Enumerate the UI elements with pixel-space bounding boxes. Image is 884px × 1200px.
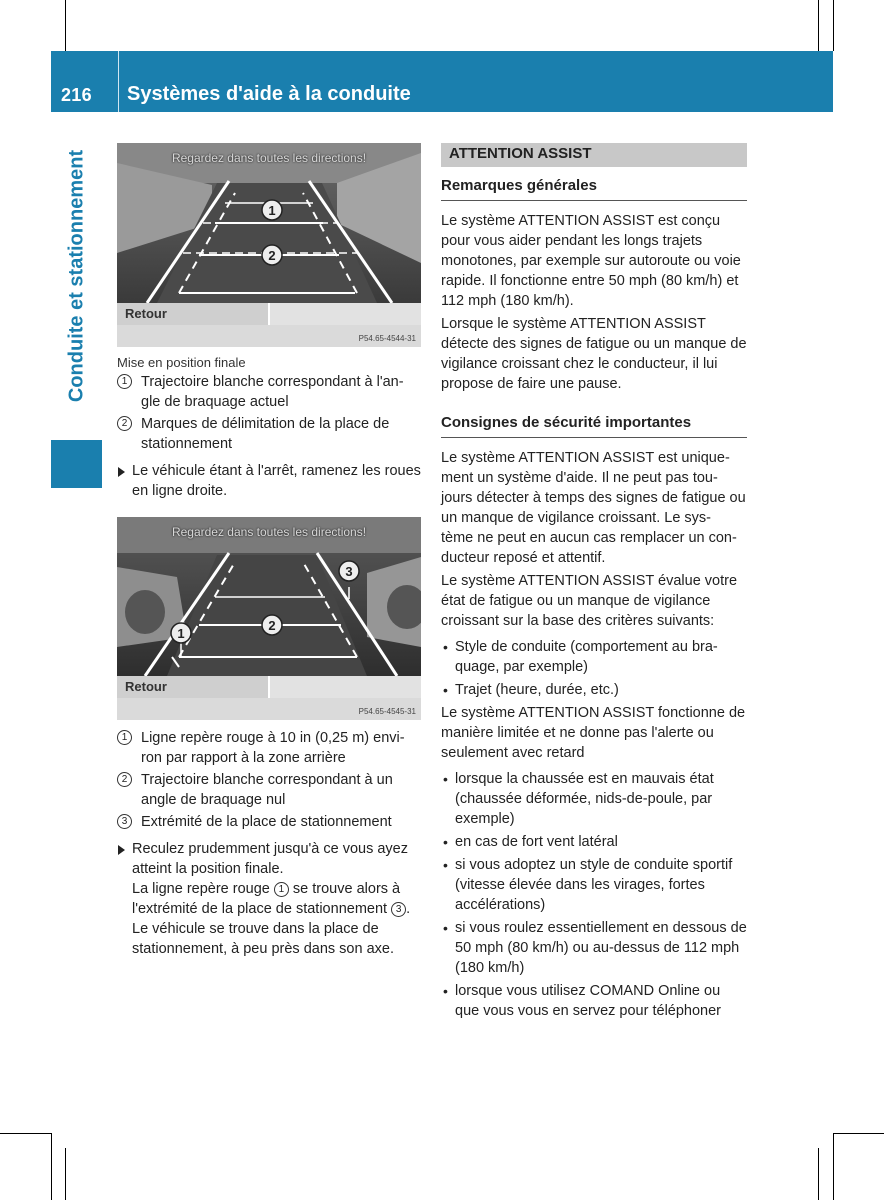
- legend-number: 1: [117, 730, 132, 745]
- step-text: Le véhicule étant à l'arrêt, ramenez les roues en ligne droite.: [132, 463, 421, 499]
- retour-button: Retour: [117, 303, 270, 325]
- figure-marker: 2: [268, 618, 276, 633]
- crop-mark: [65, 0, 66, 51]
- list-item-text: en cas de fort vent latéral: [455, 834, 618, 850]
- paragraph: Le système ATTENTION ASSIST est conçu pour vous aider pendant les longs trajets monotones, par exemple sur autoroute ou voie rapide. Il fonctionne entre 50 mph (80 km/h) et 112 mph (180 km/h).: [441, 213, 741, 309]
- figure-marker: 1: [268, 203, 276, 218]
- crop-mark: [833, 1133, 884, 1134]
- inline-number: 3: [391, 902, 406, 917]
- legend-item: [117, 770, 423, 810]
- camera-warning: Regardez dans toutes les directions!: [171, 151, 367, 165]
- bullet-icon: •: [443, 857, 448, 873]
- crop-mark: [833, 0, 834, 51]
- list-item-text: si vous adoptez un style de conduite sportif (vitesse élevée dans les virages, fortes accélérations): [455, 857, 733, 913]
- section-title: ATTENTION ASSIST: [441, 143, 747, 167]
- camera-image: [117, 517, 421, 676]
- subsection-heading: Remarques générales: [441, 177, 747, 201]
- bullet-icon: •: [443, 920, 448, 936]
- camera-view: [117, 517, 421, 676]
- inline-number: 1: [274, 882, 289, 897]
- right-column: [441, 143, 747, 1021]
- bullet-icon: •: [443, 834, 448, 850]
- legend-item: [117, 728, 423, 768]
- step-detail-text: La ligne repère rouge: [132, 881, 270, 897]
- page-title: Systèmes d'aide à la conduite: [127, 83, 411, 105]
- legend-text: Extrémité de la place de stationnement: [141, 814, 392, 830]
- instruction-step: [117, 461, 423, 501]
- crop-mark: [818, 1148, 819, 1200]
- list-item: [441, 680, 747, 700]
- legend-item: [117, 414, 423, 454]
- legend-number: 2: [117, 772, 132, 787]
- crop-mark: [833, 1133, 834, 1200]
- crop-mark: [0, 1133, 51, 1134]
- list-item-text: si vous roulez essentiellement en dessous de 50 mph (80 km/h) ou au-dessus de 112 mph (180 km/h): [455, 920, 747, 976]
- camera-view: [117, 143, 421, 303]
- camera-figure-1: [117, 143, 421, 347]
- camera-figure-2: [117, 517, 421, 720]
- subsection-heading: Consignes de sécurité importantes: [441, 414, 747, 438]
- step-arrow-icon: [118, 845, 125, 855]
- step-arrow-icon: [118, 467, 125, 477]
- step-detail: [132, 879, 423, 959]
- list-item-text: lorsque vous utilisez COMAND Online ou que vous vous en servez pour téléphoner: [455, 983, 722, 1019]
- legend-item: [117, 372, 423, 412]
- bullet-icon: •: [443, 771, 448, 787]
- page-number: 216: [61, 85, 92, 105]
- legend-text: Trajectoire blanche correspondant à l'an- gle de braquage actuel: [141, 374, 404, 410]
- page-header: [51, 51, 833, 112]
- legend-number: 2: [117, 416, 132, 431]
- side-tab-marker: [51, 440, 102, 488]
- paragraph: Le système ATTENTION ASSIST évalue votre état de fatigue ou un manque de vigilance croissant sur la base des critères suivants:: [441, 573, 738, 629]
- figure-caption: Mise en position finale: [117, 355, 246, 370]
- legend-text: Trajectoire blanche correspondant à un angle de braquage nul: [141, 772, 393, 808]
- list-item-text: Trajet (heure, durée, etc.): [455, 682, 619, 698]
- step-text: Reculez prudemment jusqu'à ce vous ayez atteint la position finale.: [132, 841, 408, 877]
- figure-marker: 3: [345, 564, 353, 579]
- paragraph: Le système ATTENTION ASSIST est unique- ment un système d'aide. Il ne peut pas tou- jours détecter à temps des signes de fatigue ou un manque de vigilance croissant. Le sys- tème ne peut en aucun cas remplacer un con- ducteur reposé et attentif.: [441, 450, 746, 566]
- legend-item: [117, 812, 423, 832]
- step-detail-text: . Le véhicule se trouve dans la place de stationnement, à peu près dans son axe.: [132, 901, 411, 957]
- retour-button: Retour: [117, 676, 270, 698]
- legend-number: 1: [117, 374, 132, 389]
- retour-bar: [117, 676, 421, 698]
- camera-image: [117, 143, 421, 303]
- retour-bar: [117, 303, 421, 325]
- figure-marker: 1: [177, 626, 185, 641]
- crop-mark: [818, 0, 819, 51]
- list-item: [441, 918, 747, 978]
- figure-marker: 2: [268, 248, 276, 263]
- left-column: [117, 143, 423, 959]
- crop-mark: [65, 1148, 66, 1200]
- list-item-text: Style de conduite (comportement au bra- quage, par exemple): [455, 639, 718, 675]
- paragraph: Lorsque le système ATTENTION ASSIST détecte des signes de fatigue ou un manque de vigilance croissant chez le conducteur, il lui propose de faire une pause.: [441, 316, 747, 392]
- figure-reference: P54.65-4544-31: [117, 325, 421, 347]
- side-tab: [51, 112, 102, 440]
- step-detail-text: se trouve alors à l'extrémité de la place de stationnement: [132, 881, 401, 917]
- list-item: [441, 832, 747, 852]
- crop-mark: [51, 1133, 52, 1200]
- legend-text: Ligne repère rouge à 10 in (0,25 m) envi- ron par rapport à la zone arrière: [141, 730, 405, 766]
- figure-reference: P54.65-4545-31: [117, 698, 421, 720]
- list-item: [441, 637, 747, 677]
- legend-number: 3: [117, 814, 132, 829]
- paragraph: Le système ATTENTION ASSIST fonctionne de manière limitée et ne donne pas l'alerte ou seulement avec retard: [441, 705, 746, 761]
- bullet-icon: •: [443, 682, 448, 698]
- bullet-icon: •: [443, 639, 448, 655]
- legend-text: Marques de délimitation de la place de stationnement: [141, 416, 390, 452]
- bullet-icon: •: [443, 983, 448, 999]
- list-item: [441, 855, 747, 915]
- header-divider: [118, 51, 119, 112]
- camera-warning: Regardez dans toutes les directions!: [171, 525, 367, 539]
- list-item-text: lorsque la chaussée est en mauvais état (chaussée déformée, nids-de-poule, par exemple): [455, 771, 714, 827]
- side-tab-label: Conduite et stationnement: [65, 149, 87, 403]
- instruction-step: [117, 839, 423, 959]
- list-item: [441, 981, 747, 1021]
- list-item: [441, 769, 747, 829]
